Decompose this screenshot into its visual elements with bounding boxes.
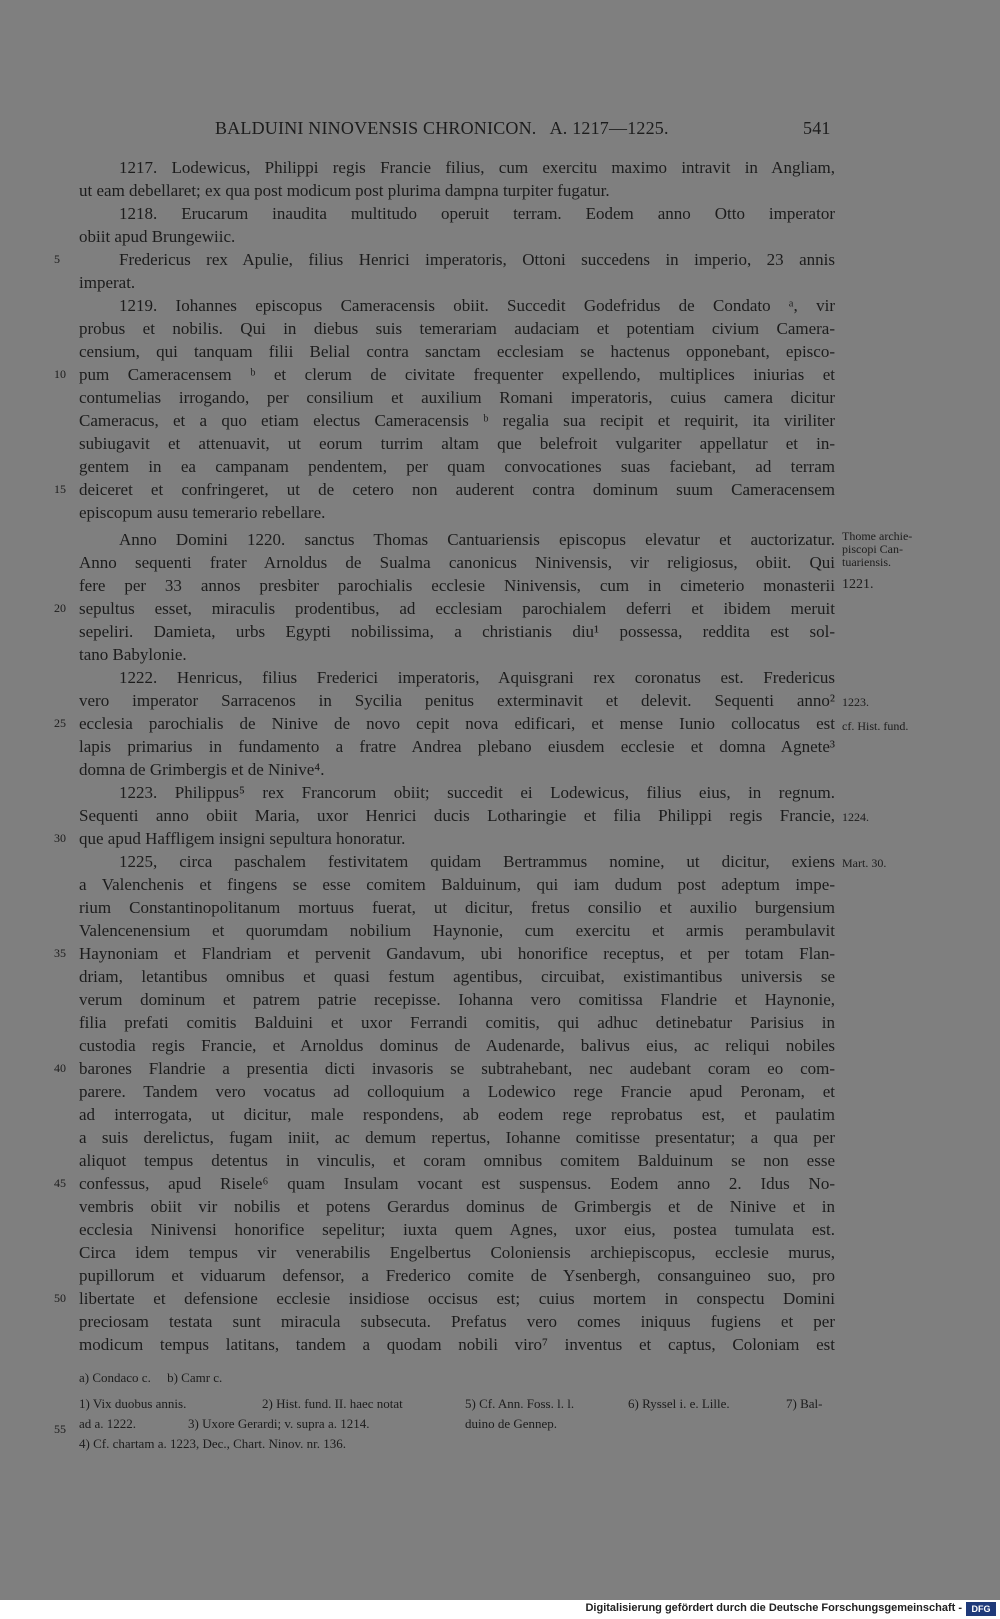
- text-line: subiugavit et attenuavit, ut eorum turrim altam que belefroit vulgariter appellatur et in-: [79, 434, 835, 453]
- text-line: parere. Tandem vero vocatus ad colloquium a Lodewico rege Francie apud Peronam, et: [79, 1082, 835, 1101]
- text-line: pupillorum et viduarum defensor, a Frederico comite de Ysenbergh, consanguineo suo, pro: [79, 1266, 835, 1285]
- text-line: libertate et defensione ecclesie insidiose occisus est; cuius mortem in conspectu Domini: [79, 1289, 835, 1308]
- text-line: confessus, apud Risele⁶ quam Insulam vocant est suspensus. Eodem anno 2. Idus No-: [79, 1174, 835, 1193]
- text-line: 1219. Iohannes episcopus Cameracensis obiit. Succedit Godefridus de Condato ᵃ, vir: [119, 296, 835, 315]
- footnote: 3) Uxore Gerardi; v. supra a. 1214.: [188, 1416, 370, 1431]
- text-line: ut eam debellaret; ex qua post modicum post plurima dampna turpiter fugatur.: [79, 181, 610, 200]
- line-number: 10: [54, 367, 66, 381]
- footnote: 5) Cf. Ann. Foss. l. l.: [465, 1396, 575, 1411]
- text-line: imperat.: [79, 273, 136, 292]
- text-line: deiceret et confringeret, ut de cetero non auderent contra dominum suum Cameracensem: [79, 480, 835, 499]
- line-number: 25: [54, 716, 66, 730]
- text-line: 1223. Philippus⁵ rex Francorum obiit; succedit ei Lodewicus, filius eius, in regnum.: [119, 783, 835, 802]
- margin-note: Thome archie-: [842, 529, 913, 543]
- text-line: a Valenchenis et fingens se esse comitem Balduinum, qui iam dudum post adeptum impe-: [79, 875, 835, 894]
- footnote: 6) Ryssel i. e. Lille.: [628, 1396, 730, 1411]
- text-line: sepultus esset, miraculis prodentibus, ad ecclesiam parochialem deferri et ibidem meruit: [79, 599, 835, 618]
- text-line: Anno Domini 1220. sanctus Thomas Cantuariensis episcopus elevatur et auctorizatur.: [119, 530, 835, 549]
- text-line: que apud Haffligem insigni sepultura honoratur.: [79, 829, 406, 848]
- text-line: Circa idem tempus vir venerabilis Engelbertus Coloniensis archiepiscopus, ecclesie murus,: [79, 1243, 835, 1262]
- margin-note: tuariensis.: [842, 555, 891, 569]
- funding-notice: Digitalisierung gefördert durch die Deutsche Forschungsgemeinschaft -: [585, 1602, 962, 1614]
- text-line: tano Babylonie.: [79, 645, 187, 664]
- running-header: [0, 118, 1000, 142]
- margin-note: 1223.: [842, 695, 869, 709]
- margin-note: cf. Hist. fund.: [842, 719, 909, 733]
- line-number: 5: [54, 252, 60, 266]
- text-line: driam, letantibus omnibus et quasi festum agentibus, circuibat, existimantibus universis se: [79, 967, 835, 986]
- text-line: ad interrogata, ut dicitur, male respondens, ab eodem rege reprobatus est, et paulatim: [79, 1105, 835, 1124]
- text-line: lapis primarius in fundamento a fratre Andrea plebano eiusdem ecclesie et domna Agnete³: [79, 737, 835, 756]
- line-number: 20: [54, 601, 66, 615]
- line-number: 30: [54, 831, 66, 845]
- text-line: pum Cameracensem ᵇ et clerum de civitate frequenter expellendo, multiplices iniurias et: [79, 365, 835, 384]
- text-line: rium Constantinopolitanum mortuus fuerat, ut dicitur, fretus consilio et auxilio burgensium: [79, 898, 835, 917]
- text-line: probus et nobilis. Qui in diebus suis temerariam audaciam et potentiam civium Camera-: [79, 319, 835, 338]
- text-line: preciosam testata sunt miracula subsecuta. Prefatus vero comes iniquus fugiens et per: [79, 1312, 835, 1331]
- footnote: duino de Gennep.: [465, 1416, 558, 1431]
- text-line: 1222. Henricus, filius Frederici imperatoris, Aquisgrani rex coronatus est. Fredericus: [119, 668, 835, 687]
- text-line: barones Flandrie a presentia dicti invasoris se subtrahebant, nec audebant coram eo com-: [79, 1059, 835, 1078]
- line-number: 40: [54, 1061, 66, 1075]
- footnote: 1) Vix duobus annis.: [79, 1396, 187, 1411]
- digitization-footer: [0, 1600, 1000, 1619]
- footnote: 2) Hist. fund. II. haec notat: [262, 1396, 403, 1411]
- text-line: aliquot tempus detentus in vinculis, et coram omnibus comitem Balduinum se non esse: [79, 1151, 835, 1170]
- text-line: 1218. Erucarum inaudita multitudo operuit terram. Eodem anno Otto imperator: [119, 204, 835, 223]
- footnote: 4) Cf. chartam a. 1223, Dec., Chart. Ninov. nr. 136.: [79, 1436, 347, 1451]
- text-line: Fredericus rex Apulie, filius Henrici imperatoris, Ottoni succedens in imperio, 23 annis: [119, 250, 835, 269]
- text-line: Valencenensium et quorumdam nobilium Haynonie, cum exercitu et armis perambulavit: [79, 921, 835, 940]
- text-line: a suis derelictus, fugam iniit, ac demum repertus, Iohanne comitisse presentatur; a qua per: [79, 1128, 835, 1147]
- text-line: contumelias irrogando, per consilium et auxilium Romani imperatoris, cuius camera dicitur: [79, 388, 835, 407]
- text-line: gentem in ea campanam pendentem, per quam convocationes suas faciebant, ad terram: [79, 457, 835, 476]
- footnote: 7) Bal-: [786, 1396, 823, 1411]
- line-number: 50: [54, 1291, 66, 1305]
- text-line: censium, qui tanquam filii Belial contra sanctam ecclesiam se hactenus opponebant, episco-: [79, 342, 835, 361]
- running-title: BALDUINI NINOVENSIS CHRONICON. A. 1217—1225.: [215, 118, 669, 138]
- line-number: 35: [54, 946, 66, 960]
- text-line: sepeliri. Damieta, urbs Egypti nobilissima, a christianis diu¹ possessa, reddita est sol-: [79, 622, 835, 641]
- margin-note: Mart. 30.: [842, 856, 887, 870]
- text-line: Sequenti anno obiit Maria, uxor Henrici ducis Lotharingie et filia Philippi regis Francie,: [79, 806, 835, 825]
- text-line: 1217. Lodewicus, Philippi regis Francie filius, cum exercitu maximo intravit in Angliam,: [119, 158, 835, 177]
- text-line: verum dominum et patrem patrie recepisse. Iohanna vero comitissa Flandrie et Haynonie,: [79, 990, 835, 1009]
- text-line: domna de Grimbergis et de Ninive⁴.: [79, 760, 325, 779]
- text-line: ecclesia Ninivensi honorifice sepelitur; iuxta quem Agnes, uxor eius, postea tumulata est.: [79, 1220, 835, 1239]
- text-line: episcopum ausu temerario rebellare.: [79, 503, 326, 522]
- margin-note: piscopi Can-: [842, 542, 903, 556]
- page-number: 541: [803, 118, 831, 138]
- line-number: 55: [54, 1422, 66, 1436]
- text-line: vero imperator Sarracenos in Sycilia penitus exterminavit et delevit. Sequenti anno²: [79, 691, 835, 710]
- text-line: fere per 33 annos presbiter parochialis ecclesie Ninivensis, cum in cimeterio monasterii: [79, 576, 835, 595]
- text-line: obiit apud Brungewiic.: [79, 227, 236, 246]
- text-line: Cameracus, et a quo etiam electus Cameracensis ᵇ regalia sua recipit et requirit, ita viriliter: [79, 411, 835, 430]
- margin-note: 1224.: [842, 810, 869, 824]
- dfg-logo: DFG: [966, 1602, 996, 1616]
- margin-note: 1221.: [842, 577, 874, 592]
- text-line: vembris obiit vir nobilis et potens Gerardus dominus de Grimbergis et de Ninive et in: [79, 1197, 835, 1216]
- line-number: 15: [54, 482, 66, 496]
- footnote: ad a. 1222.: [79, 1416, 137, 1431]
- text-line: 1225, circa paschalem festivitatem quidam Bertrammus nomine, ut dicitur, exiens: [119, 852, 835, 871]
- text-line: modicum tempus latitans, tandem a quodam nobili viro⁷ inventus et captus, Coloniam est: [79, 1335, 835, 1354]
- line-number: 45: [54, 1176, 66, 1190]
- text-line: custodia regis Francie, et Arnoldus dominus de Audenarde, balivus eius, ac reliqui nobiles: [79, 1036, 835, 1055]
- textual-apparatus: a) Condaco c. b) Camr c.: [79, 1370, 223, 1385]
- text-line: Anno sequenti frater Arnoldus de Sualma canonicus Ninivensis, vir religiosus, obiit. Qui: [79, 553, 835, 572]
- text-line: ecclesia parochialis de Ninive de novo cepit nova edificari, et mense Iunio collocatus est: [79, 714, 835, 733]
- text-line: filia prefati comitis Balduini et uxor Ferrandi comitis, qui adhuc detinebatur Parisius in: [79, 1013, 835, 1032]
- text-line: Haynoniam et Flandriam et pervenit Gandavum, ubi honorifice receptus, et per totam Flan-: [79, 944, 835, 963]
